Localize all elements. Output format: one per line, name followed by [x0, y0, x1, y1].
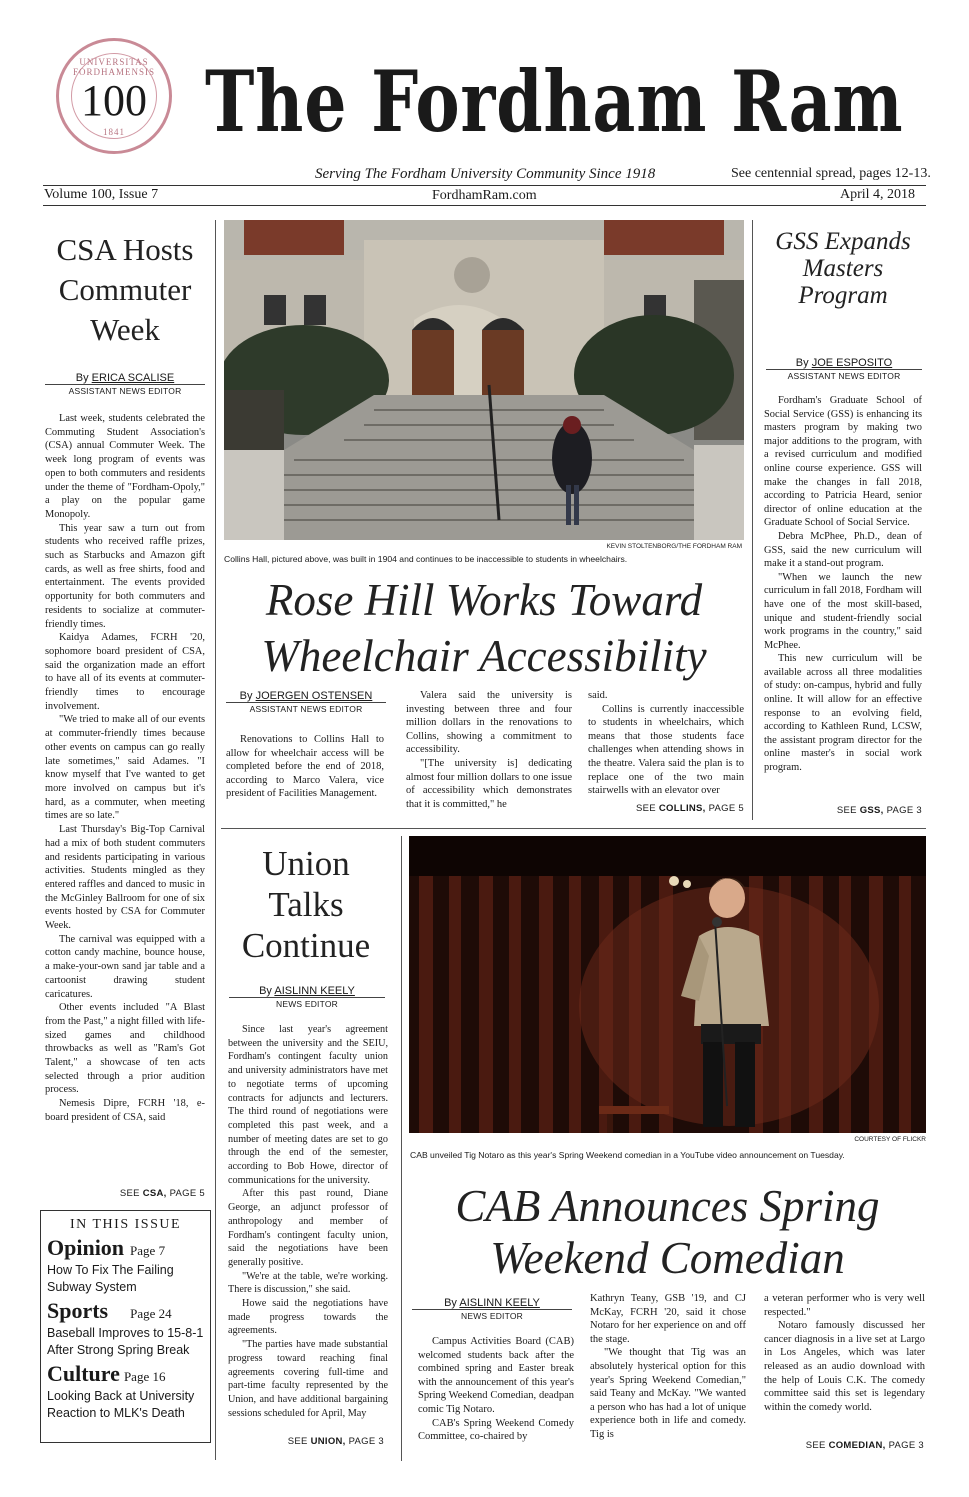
- union-author: AISLINN KEELY: [274, 985, 355, 997]
- cab-author-role: NEWS EDITOR: [460, 1311, 524, 1321]
- newspaper-title: The Fordham Ram: [205, 52, 904, 151]
- headline-line-2: Wheelchair Accessibility: [261, 631, 707, 681]
- collins-photo-caption: Collins Hall, pictured above, was built in 1904 and continues to be inaccessible to students in wheelchairs.: [224, 554, 628, 564]
- see-prefix: SEE: [287, 1436, 308, 1447]
- paragraph: "The parties have made substantial progress toward reaching final agreements covering full-time and part-time faculty represented by the Union, and have additional bargaining sessions scheduled for April, May: [228, 1339, 388, 1419]
- paragraph: Kathryn Teany, GSB '19, and CJ McKay, FCRH '20, said it chose Notaro for her experience on and off the stage.: [590, 1293, 746, 1345]
- union-body: [228, 1023, 388, 1420]
- csa-author: ERICA SCALISE: [91, 372, 175, 384]
- byline-rule: [412, 1309, 572, 1310]
- issue-desc-opinion[interactable]: How To Fix The Failing Subway System: [47, 1263, 174, 1294]
- cab-jump-link[interactable]: [764, 1440, 924, 1451]
- see-key: COMEDIAN,: [828, 1440, 886, 1451]
- byline-rule: [226, 702, 386, 703]
- csa-body: [45, 412, 205, 1125]
- in-this-issue-title: IN THIS ISSUE: [69, 1217, 182, 1232]
- tagline: Serving The Fordham University Community Since 1918: [315, 166, 656, 182]
- website: FordhamRam.com: [432, 188, 537, 203]
- paragraph: "When we launch the new curriculum in fall 2018, Fordham will have one of the most skill-based, unique and student-friendly social work programs in the country," said McPhee.: [764, 571, 922, 651]
- union-author-role: NEWS EDITOR: [275, 999, 339, 1009]
- section-name: Sports: [47, 1298, 109, 1323]
- paragraph: Other events included "A Blast from the Past," a night filled with life-sized games and childhood throwbacks as well as "Ram's Got Talent," a showcase of ten acts selected through a prior audition process.: [45, 1002, 205, 1096]
- paragraph: Last week, students celebrated the Commuting Student Association's (CSA) annual Commuter Week. The week long program of events was open to both commuters and residents under the theme of "Fordham-Opoly," a play on the popular game Monopoly.: [45, 413, 205, 520]
- gss-headline: GSS Expands Masters Program: [775, 228, 911, 309]
- gss-author-role: ASSISTANT NEWS EDITOR: [787, 371, 901, 381]
- paragraph: Fordham's Graduate School of Social Service (GSS) is enhancing its masters program by making two major additions to the program, with a revised curriculum and modified online course experience. GSS will make the changes in fall 2018, according to Patricia Heard, senior director of online education at the Graduate School of Social Service.: [764, 395, 922, 529]
- collins-col-2: [406, 689, 572, 811]
- paragraph: Renovations to Collins Hall to allow for wheelchair access will be completed before the end of 2018, according to Marco Valera, vice president of Facilities Management.: [226, 734, 384, 800]
- cab-col-2: [590, 1292, 746, 1442]
- seal-number: 100: [81, 76, 147, 125]
- union-jump-link[interactable]: [228, 1436, 384, 1447]
- collins-headline: [224, 572, 744, 684]
- csa-byline: [45, 372, 205, 396]
- seal-ring-text: UNIVERSITAS FORDHAMENSIS: [72, 57, 155, 77]
- comedian-stage-illustration: [409, 836, 926, 1133]
- tig-notaro-photo: [409, 836, 926, 1133]
- issue-section-culture[interactable]: [47, 1363, 210, 1388]
- masthead-rule-bottom: [43, 205, 926, 206]
- paragraph: Kaidya Adames, FCRH '20, sophomore board president of CSA, said the organization made an effort to have all of its events at commuter-friendly times to encourage involvement.: [45, 632, 205, 712]
- see-prefix: SEE: [119, 1188, 140, 1199]
- see-page: PAGE 5: [169, 1188, 205, 1199]
- cab-author: AISLINN KEELY: [459, 1297, 540, 1309]
- see-page: PAGE 3: [888, 1440, 924, 1451]
- paragraph: "We tried to make all of our events at commuter-friendly times because other events on campus can go really late sometimes," said Adames. "I know myself that I've wanted to get more involved on campus but it's hard, as a commuter, when meeting times are so late.": [45, 714, 205, 822]
- section-page: Page 7: [130, 1243, 166, 1258]
- paragraph: a veteran performer who is very well respected.": [764, 1293, 925, 1318]
- paragraph: Debra McPhee, Ph.D., dean of GSS, said the new curriculum will make it a stand-out program.: [764, 530, 922, 570]
- headline-line-2: Weekend Comedian: [490, 1233, 845, 1283]
- collins-hall-photo: [224, 220, 744, 540]
- seal-year: 1841: [103, 127, 125, 137]
- centennial-seal: [56, 38, 172, 154]
- volume-issue: Volume 100, Issue 7: [44, 187, 159, 202]
- centennial-promo: See centennial spread, pages 12-13.: [731, 166, 931, 181]
- paragraph: Nemesis Dipre, FCRH '18, e-board president of CSA, said: [45, 1098, 205, 1123]
- byline-prefix: By: [239, 690, 253, 702]
- paragraph: This year saw a turn out from students who received raffle prizes, such as Starbucks and Amazon gift cards, as well as free shirts, food and entertainment. The events provided opportunity for both commuters and residents to socialize at commuter-friendly times.: [45, 522, 205, 630]
- csa-author-role: ASSISTANT NEWS EDITOR: [68, 386, 182, 396]
- paragraph: Notaro famously discussed her cancer diagnosis in a live set at Largo in Los Angeles, which was later released as an audio download with the help of Louis C.K. The comedy committee said this set is legendary within the comedy world.: [764, 1320, 925, 1413]
- see-prefix: SEE: [636, 803, 656, 814]
- paragraph: Last Thursday's Big-Top Carnival had a mix of both student commuters and residents participating in various activities. Students mingled as they entered raffles and danced to music in the McGinley Ballroom for one of six events hosted by CSA for Commuter Week.: [45, 824, 205, 932]
- cab-photo-caption: CAB unveiled Tig Notaro as this year's Spring Weekend comedian in a YouTube video announcement on Tuesday.: [410, 1150, 845, 1160]
- see-key: COLLINS,: [658, 803, 706, 814]
- paragraph: This new curriculum will be available across all three modalities of study: on-campus, hybrid and fully online. It will allow for an effective response to an evolving field, according to Kathleen Rund, LCSW, the assistant program director for the online master's in social work program.: [764, 653, 922, 774]
- collins-jump-link[interactable]: [588, 803, 744, 814]
- cab-photo-credit: COURTESY OF FLICKR: [854, 1136, 926, 1143]
- gss-byline: [766, 357, 922, 381]
- paragraph: Campus Activities Board (CAB) welcomed students back after the combined spring and Easter break with the announcement of this year's Spring Weekend Comedian, deadpan comic Tig Notaro.: [418, 1336, 574, 1415]
- gss-jump-link[interactable]: [764, 805, 922, 816]
- collins-col-3: [588, 689, 744, 798]
- byline-rule: [229, 997, 385, 998]
- in-this-issue-box: [40, 1210, 211, 1443]
- issue-date: April 4, 2018: [840, 187, 916, 202]
- see-page: PAGE 3: [348, 1436, 384, 1447]
- column-rule-left: [215, 220, 216, 1460]
- paragraph: The carnival was equipped with a cotton candy machine, bounce house, a make-your-own sand jar table and a cartoonist drawing student caricatures.: [45, 933, 205, 1000]
- gss-author: JOE ESPOSITO: [811, 357, 893, 369]
- collins-author-role: ASSISTANT NEWS EDITOR: [249, 704, 363, 714]
- issue-desc-sports[interactable]: Baseball Improves to 15-8-1 After Strong Spring Break: [47, 1326, 204, 1357]
- section-page: Page 24: [130, 1306, 172, 1321]
- paragraph: "We thought that Tig was an absolutely hysterical option for this year's Spring Weekend Comedian," said Teany and McKay. "We wanted a person who has had a lot of unique experience both in life and comedy. Tig is: [590, 1347, 746, 1440]
- see-page: PAGE 3: [886, 805, 922, 816]
- paragraph: Howe said the negotiations have made progress towards the agreements.: [228, 1298, 388, 1337]
- cab-byline: [412, 1297, 572, 1321]
- collins-author: JOERGEN OSTENSEN: [255, 690, 373, 702]
- headline-line-1: Rose Hill Works Toward: [265, 575, 703, 625]
- paragraph: "[The university is] dedicating almost four million dollars to one issue of accessibility which demonstrates that it is committed," he: [406, 757, 572, 810]
- union-headline: Union Talks Continue: [241, 844, 371, 965]
- paragraph: said.: [588, 690, 608, 701]
- section-name: Opinion: [47, 1235, 125, 1260]
- gss-body: [764, 394, 922, 775]
- paragraph: CAB's Spring Weekend Comedy Committee, co-chaired by: [418, 1417, 574, 1443]
- cab-col-3: [764, 1292, 925, 1414]
- cab-col-1: [418, 1335, 574, 1444]
- collins-photo-credit: KEVIN STOLTENBORG/THE FORDHAM RAM: [606, 543, 742, 550]
- column-rule-right: [752, 220, 753, 820]
- collins-byline: [226, 690, 386, 714]
- masthead-rule-top: [43, 185, 926, 186]
- section-name: Culture: [47, 1361, 120, 1386]
- byline-prefix: By: [75, 372, 89, 384]
- see-prefix: SEE: [836, 805, 857, 816]
- union-byline: [229, 985, 385, 1009]
- column-rule-mid: [401, 836, 402, 1461]
- section-page: Page 16: [123, 1369, 166, 1384]
- see-prefix: SEE: [805, 1440, 826, 1451]
- see-key: CSA,: [142, 1188, 167, 1199]
- byline-prefix: By: [795, 357, 809, 369]
- csa-headline: CSA Hosts Commuter Week: [56, 232, 194, 347]
- byline-prefix: By: [444, 1297, 457, 1309]
- byline-rule: [766, 369, 922, 370]
- collins-col-1: [226, 733, 384, 801]
- see-page: PAGE 5: [708, 803, 744, 814]
- paragraph: Since last year's agreement between the university and the SEIU, Fordham's contingent faculty union and university administrators have met to negotiate terms of upcoming contracts for adjuncts and lecturers. The third round of negotiations were completed this past week, and a number of meeting dates are set to go through the end of the semester, according to Bob Howe, director of communications for the university.: [228, 1024, 388, 1186]
- csa-jump-link[interactable]: [45, 1188, 205, 1199]
- paragraph: Valera said the university is investing between three and four million dollars in the renovations to Collins, showing a commitment to accessibility.: [406, 690, 572, 756]
- headline-line-1: CAB Announces Spring: [455, 1181, 880, 1231]
- see-key: GSS,: [859, 805, 884, 816]
- byline-rule: [45, 384, 205, 385]
- byline-prefix: By: [259, 985, 272, 997]
- issue-desc-culture[interactable]: Looking Back at University Reaction to MLK's Death: [47, 1389, 195, 1420]
- cab-headline: [409, 1180, 926, 1284]
- paragraph: "We're at the table, we're working. There is discussion," she said.: [228, 1270, 388, 1296]
- section-rule: [221, 828, 926, 829]
- paragraph: After this past round, Diane George, an adjunct professor of anthropology and member of Fordham's contingent faculty union, said the negotiations have been generally positive.: [228, 1188, 388, 1268]
- see-key: UNION,: [310, 1436, 346, 1447]
- collins-hall-illustration: [224, 220, 744, 540]
- paragraph: Collins is currently inaccessible to students in wheelchairs, which means that those students face challenges when attending shows in the theatre. Valera said the plan is to replace one of the two main stairwells with an elevator over: [588, 703, 744, 797]
- issue-section-sports[interactable]: [47, 1300, 210, 1325]
- issue-section-opinion[interactable]: [47, 1237, 210, 1262]
